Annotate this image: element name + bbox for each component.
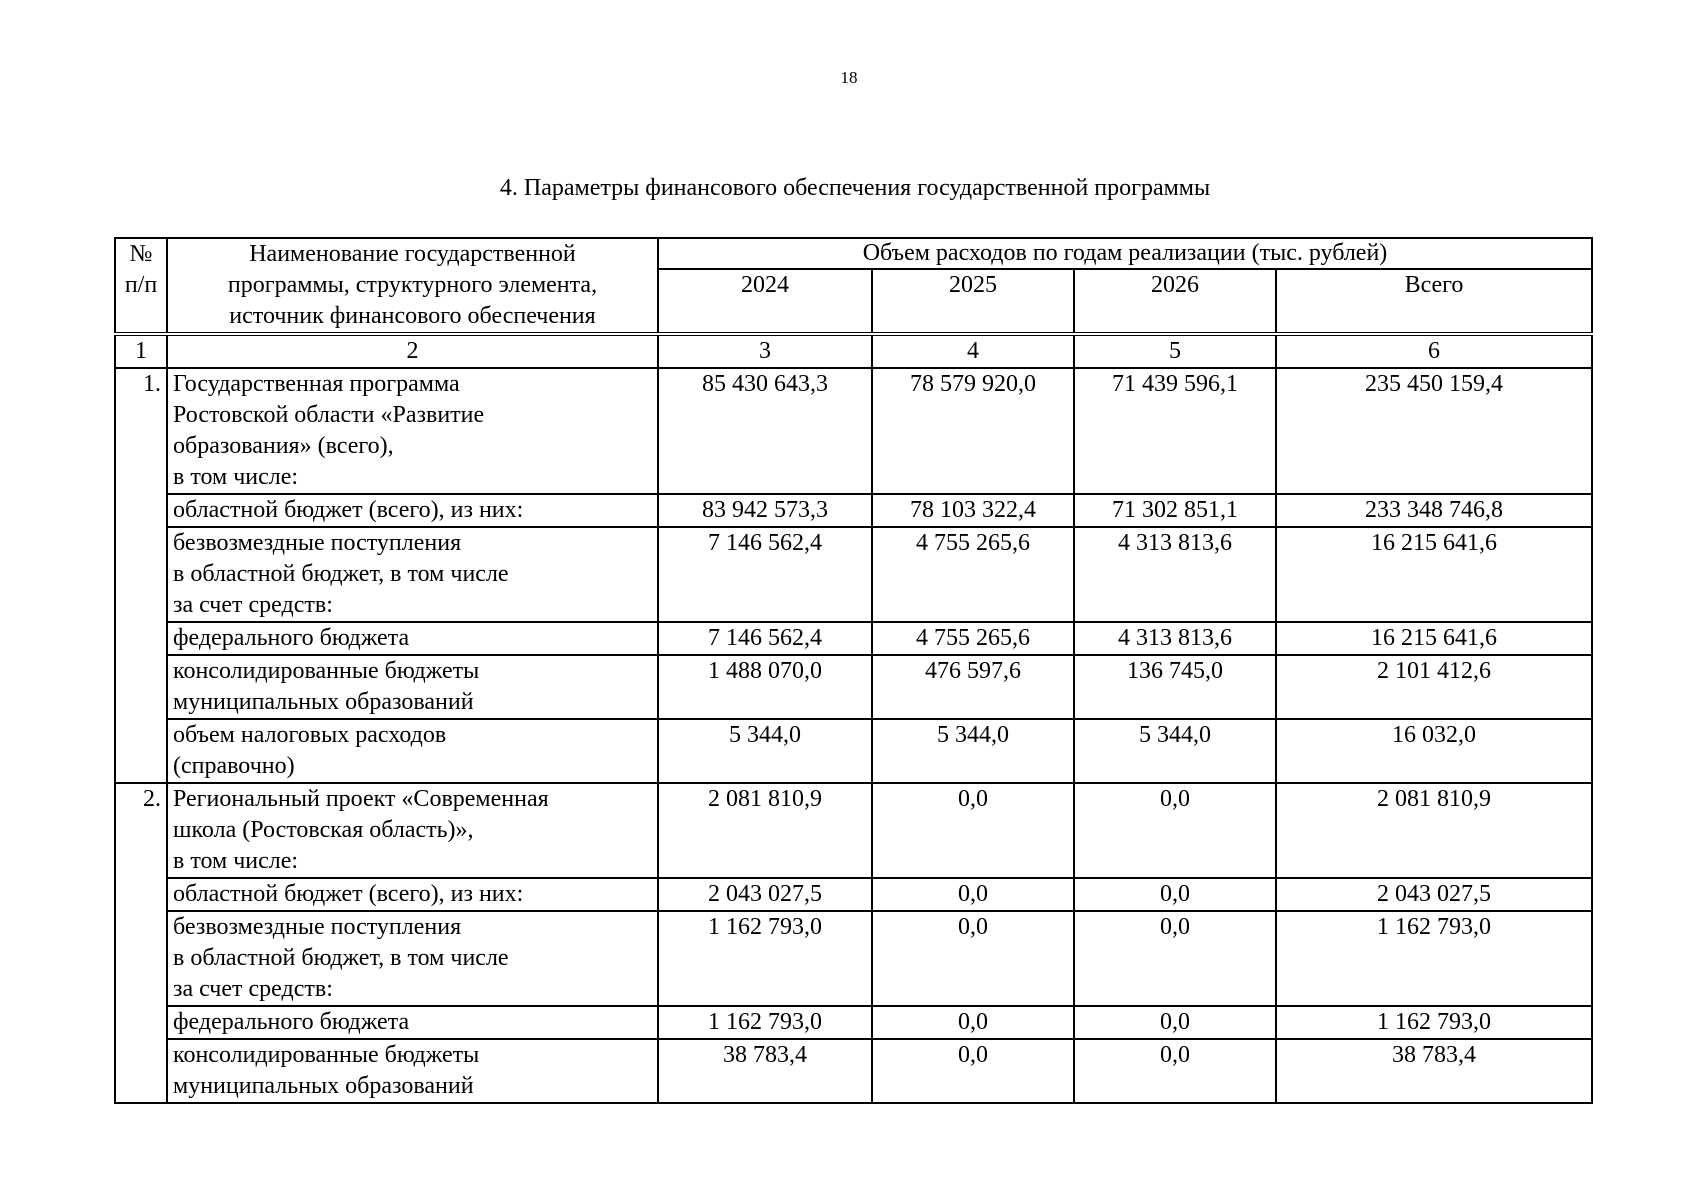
row-name-line: за счет средств: <box>173 592 333 618</box>
header-name-line: программы, структурного элемента, <box>227 272 598 298</box>
row-value-2025: 4 755 265,6 <box>872 622 1074 655</box>
row-name-line: объем налоговых расходов <box>173 722 447 748</box>
row-value-2026: 0,0 <box>1074 1039 1276 1103</box>
row-name-line: безвозмездные поступления <box>173 914 462 940</box>
row-index: 1. <box>115 368 167 783</box>
row-value-2026: 0,0 <box>1074 1006 1276 1039</box>
row-value-2025: 5 344,0 <box>872 719 1074 783</box>
row-name-line: безвозмездные поступления <box>173 530 462 556</box>
row-name-line: федерального бюджета <box>173 625 410 651</box>
row-value-2024: 1 162 793,0 <box>658 1006 872 1039</box>
row-value-total: 1 162 793,0 <box>1276 1006 1592 1039</box>
table-row <box>115 494 1592 527</box>
row-name-line: областной бюджет (всего), из них: <box>173 881 524 907</box>
header-name-cell <box>167 238 658 334</box>
row-name-line: Государственная программа <box>173 371 460 397</box>
row-value-total: 233 348 746,8 <box>1276 494 1592 527</box>
row-name-line: Региональный проект «Современная <box>173 786 549 812</box>
header-group-cell: Объем расходов по годам реализации (тыс. рублей) <box>658 238 1592 269</box>
row-value-2026: 0,0 <box>1074 911 1276 1006</box>
row-value-2026: 71 439 596,1 <box>1074 368 1276 494</box>
row-value-total: 2 101 412,6 <box>1276 655 1592 719</box>
row-value-2024: 2 043 027,5 <box>658 878 872 911</box>
row-name-line: федерального бюджета <box>173 1009 410 1035</box>
row-name-line: областной бюджет (всего), из них: <box>173 497 524 523</box>
row-name-line: муниципальных образований <box>173 1073 474 1099</box>
row-name-line: в областной бюджет, в том числе <box>173 945 509 971</box>
row-value-total: 16 032,0 <box>1276 719 1592 783</box>
row-name-line: в областной бюджет, в том числе <box>173 561 509 587</box>
header-total: Всего <box>1276 269 1592 334</box>
header-row-1 <box>115 238 1592 269</box>
row-name-line: в том числе: <box>173 848 299 874</box>
financing-table <box>114 237 1593 1104</box>
header-year-2026: 2026 <box>1074 269 1276 334</box>
table-row <box>115 368 1592 494</box>
document-title: 4. Параметры финансового обеспечения государственной программы <box>499 175 1211 201</box>
row-value-total: 235 450 159,4 <box>1276 368 1592 494</box>
row-name <box>167 494 658 527</box>
row-value-total: 16 215 641,6 <box>1276 622 1592 655</box>
row-value-total: 2 043 027,5 <box>1276 878 1592 911</box>
row-value-2024: 2 081 810,9 <box>658 783 872 878</box>
table-body <box>115 368 1592 1103</box>
row-name-line: (справочно) <box>173 753 295 779</box>
row-value-2024: 1 162 793,0 <box>658 911 872 1006</box>
table-row <box>115 911 1592 1006</box>
header-number-line: п/п <box>124 272 158 298</box>
row-value-2024: 7 146 562,4 <box>658 527 872 622</box>
row-value-2025: 476 597,6 <box>872 655 1074 719</box>
row-name-line: за счет средств: <box>173 976 333 1002</box>
row-name <box>167 368 658 494</box>
row-value-total: 2 081 810,9 <box>1276 783 1592 878</box>
row-name <box>167 527 658 622</box>
row-value-2026: 5 344,0 <box>1074 719 1276 783</box>
row-value-2026: 0,0 <box>1074 783 1276 878</box>
row-name <box>167 719 658 783</box>
row-name-line: школа (Ростовская область)», <box>173 817 474 843</box>
row-value-2026: 71 302 851,1 <box>1074 494 1276 527</box>
row-value-2025: 0,0 <box>872 911 1074 1006</box>
row-value-2025: 4 755 265,6 <box>872 527 1074 622</box>
row-value-2025: 78 579 920,0 <box>872 368 1074 494</box>
column-number: 3 <box>658 334 872 368</box>
table-row <box>115 527 1592 622</box>
row-name-line: образования» (всего), <box>173 433 394 459</box>
column-number: 5 <box>1074 334 1276 368</box>
row-name-line: консолидированные бюджеты <box>173 658 480 684</box>
row-value-2025: 0,0 <box>872 1006 1074 1039</box>
row-value-2024: 5 344,0 <box>658 719 872 783</box>
row-name <box>167 1039 658 1103</box>
header-name-line: Наименование государственной <box>249 241 576 267</box>
row-name-line: муниципальных образований <box>173 689 474 715</box>
row-value-2025: 0,0 <box>872 878 1074 911</box>
header-number-line: № <box>129 241 153 267</box>
row-value-2024: 38 783,4 <box>658 1039 872 1103</box>
row-index: 2. <box>115 783 167 1103</box>
row-name <box>167 622 658 655</box>
table-row <box>115 878 1592 911</box>
header-year-2025: 2025 <box>872 269 1074 334</box>
table-row <box>115 719 1592 783</box>
row-value-2025: 0,0 <box>872 1039 1074 1103</box>
row-name <box>167 878 658 911</box>
row-value-2024: 85 430 643,3 <box>658 368 872 494</box>
table-row <box>115 622 1592 655</box>
header-name-line: источник финансового обеспечения <box>229 303 596 329</box>
row-name-line: консолидированные бюджеты <box>173 1042 480 1068</box>
row-value-total: 38 783,4 <box>1276 1039 1592 1103</box>
table-row <box>115 783 1592 878</box>
column-number: 1 <box>115 334 167 368</box>
row-name-line: в том числе: <box>173 464 299 490</box>
row-name <box>167 655 658 719</box>
table-row <box>115 1006 1592 1039</box>
column-number: 4 <box>872 334 1074 368</box>
row-name-line: Ростовской области «Развитие <box>173 402 485 428</box>
page-number: 18 <box>840 68 858 87</box>
row-value-2026: 0,0 <box>1074 878 1276 911</box>
row-name <box>167 1006 658 1039</box>
table-row <box>115 1039 1592 1103</box>
header-number-cell <box>115 238 167 334</box>
row-value-2025: 0,0 <box>872 783 1074 878</box>
row-value-total: 16 215 641,6 <box>1276 527 1592 622</box>
table-row <box>115 655 1592 719</box>
row-value-2026: 4 313 813,6 <box>1074 527 1276 622</box>
header-year-2024: 2024 <box>658 269 872 334</box>
row-value-2025: 78 103 322,4 <box>872 494 1074 527</box>
column-numbers-row <box>115 334 1592 368</box>
row-name <box>167 783 658 878</box>
row-value-total: 1 162 793,0 <box>1276 911 1592 1006</box>
row-name <box>167 911 658 1006</box>
row-value-2024: 7 146 562,4 <box>658 622 872 655</box>
row-value-2024: 1 488 070,0 <box>658 655 872 719</box>
column-number: 2 <box>167 334 658 368</box>
row-value-2026: 4 313 813,6 <box>1074 622 1276 655</box>
column-number: 6 <box>1276 334 1592 368</box>
row-value-2024: 83 942 573,3 <box>658 494 872 527</box>
row-value-2026: 136 745,0 <box>1074 655 1276 719</box>
